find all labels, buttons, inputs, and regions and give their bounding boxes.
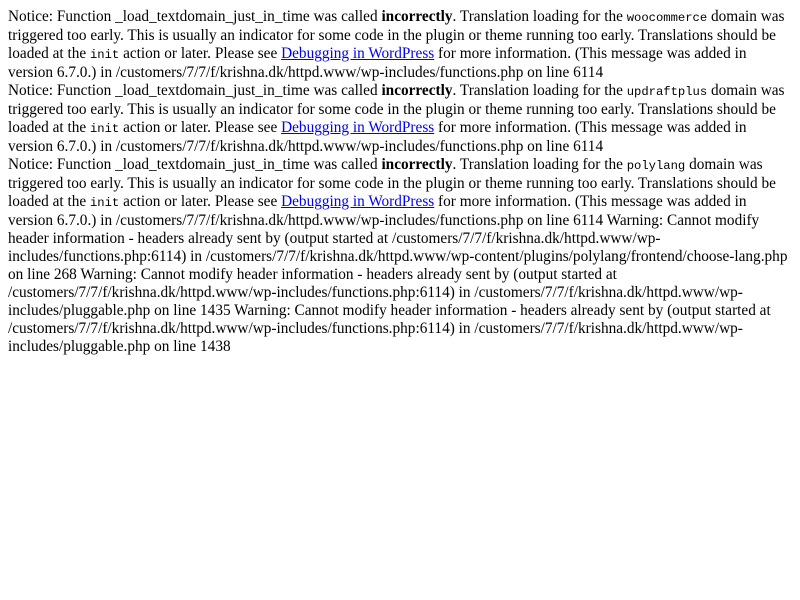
notice-woocommerce <box>8 8 792 82</box>
textdomain-name: polylang <box>626 159 686 173</box>
notice-text: . Translation loading for the <box>452 82 627 99</box>
warning-text: Warning: Cannot modify header information - headers already sent by (output started at /customers/7/7/f/krishna.dk/httpd.www/wp-includes/functions.php:6114) in /customers/7/7/f/krishna.dk/httpd.www/wp-content/plugins/polylang/frontend/choose-lang.php on line 268 <box>8 212 788 283</box>
hook-name: init <box>89 122 120 136</box>
notice-updraftplus <box>8 82 792 156</box>
notice-text: action or later. Please see <box>119 45 282 62</box>
notice-text: Notice: Function _load_textdomain_just_in_time was called <box>8 82 382 99</box>
notice-text: Notice: Function _load_textdomain_just_in_time was called <box>8 8 382 25</box>
textdomain-name: woocommerce <box>626 11 708 25</box>
textdomain-name: updraftplus <box>626 85 708 99</box>
warning-text: Warning: Cannot modify header information - headers already sent by (output started at /customers/7/7/f/krishna.dk/httpd.www/wp-includes/functions.php:6114) in /customers/7/7/f/krishna.dk/httpd.www/wp-includes/pluggable.php on line 1435 <box>8 266 743 319</box>
debugging-in-wordpress-link[interactable]: Debugging in WordPress <box>281 119 435 136</box>
notice-text: domain was triggered too early. This is usually an indicator for some code in the plugin or theme running too early. Translations should be loaded at the <box>8 82 785 136</box>
notice-polylang-and-warnings <box>8 156 792 356</box>
notice-text: . Translation loading for the <box>452 8 627 25</box>
notice-emphasis: incorrectly <box>381 82 453 99</box>
notice-text: for more information. (This message was added in version 6.7.0.) in /customers/7/7/f/krishna.dk/httpd.www/wp-includes/functions.php on line 6114 <box>8 119 747 155</box>
notice-text: Notice: Function _load_textdomain_just_in_time was called <box>8 156 382 173</box>
notice-text: domain was triggered too early. This is usually an indicator for some code in the plugin or theme running too early. Translations should be loaded at the <box>8 8 785 62</box>
notice-text: for more information. (This message was added in version 6.7.0.) in /customers/7/7/f/krishna.dk/httpd.www/wp-includes/functions.php on line 6114 <box>8 193 747 229</box>
hook-name: init <box>89 48 120 62</box>
notice-emphasis: incorrectly <box>381 156 453 173</box>
warning-text: Warning: Cannot modify header information - headers already sent by (output started at /customers/7/7/f/krishna.dk/httpd.www/wp-includes/functions.php:6114) in /customers/7/7/f/krishna.dk/httpd.www/wp-includes/pluggable.php on line 1438 <box>8 302 771 355</box>
hook-name: init <box>89 196 120 210</box>
notice-text: . Translation loading for the <box>452 156 627 173</box>
notice-text: domain was triggered too early. This is usually an indicator for some code in the plugin or theme running too early. Translations should be loaded at the <box>8 156 776 210</box>
debugging-in-wordpress-link[interactable]: Debugging in WordPress <box>281 45 435 62</box>
debugging-in-wordpress-link[interactable]: Debugging in WordPress <box>281 193 435 210</box>
notice-text: for more information. (This message was added in version 6.7.0.) in /customers/7/7/f/krishna.dk/httpd.www/wp-includes/functions.php on line 6114 <box>8 45 747 81</box>
notice-text: action or later. Please see <box>119 193 282 210</box>
notice-emphasis: incorrectly <box>381 8 453 25</box>
notice-text: action or later. Please see <box>119 119 282 136</box>
